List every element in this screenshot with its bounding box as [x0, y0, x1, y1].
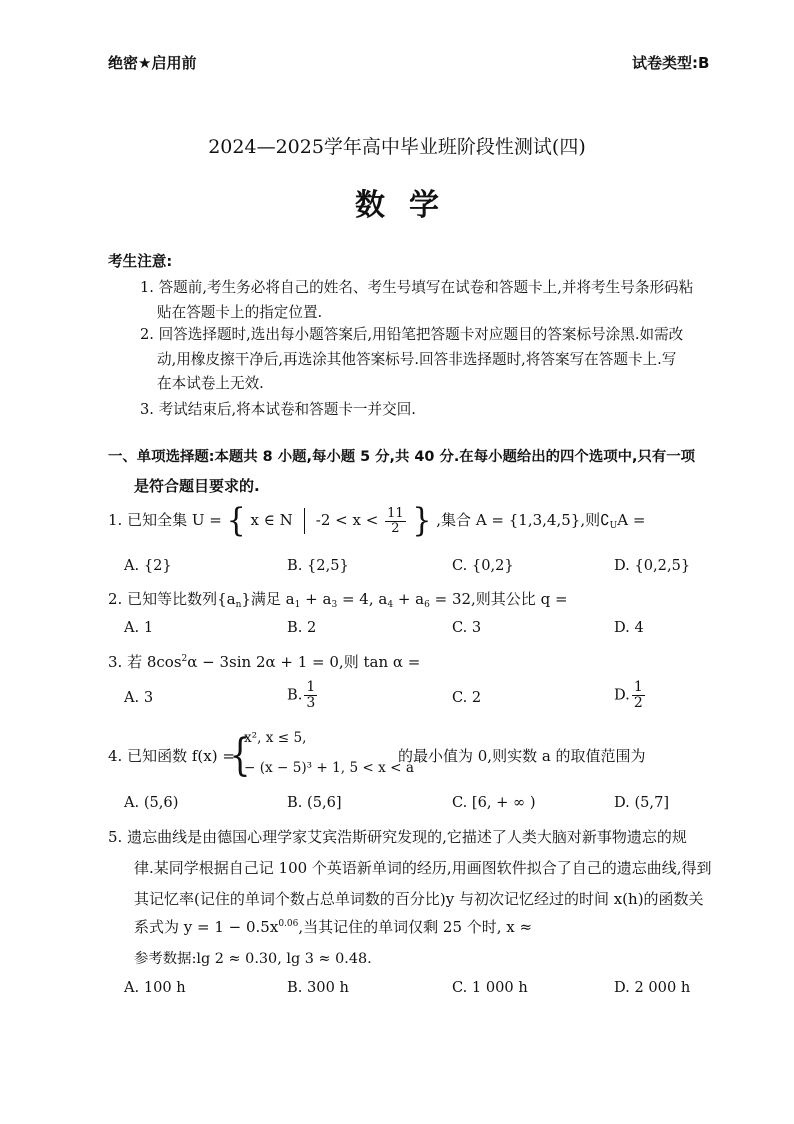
q3-d-num: 1 — [633, 679, 643, 695]
q5-option-a: A. 100 h — [124, 979, 186, 996]
q1-lead: 1. 已知全集 U = — [108, 511, 222, 529]
q4-tail: 的最小值为 0,则实数 a 的取值范围为 — [398, 747, 646, 765]
q4-option-c: C. [6, + ∞ ) — [452, 794, 536, 811]
q1-set-condition: -2 < x < — [315, 511, 379, 529]
q2-part-a: 2. 已知等比数列{a — [108, 590, 236, 608]
q2-part-b: }满足 a — [241, 590, 295, 608]
q3-b-num: 1 — [306, 679, 316, 695]
q2-option-c: C. 3 — [452, 619, 482, 636]
q3-option-d-frac — [632, 680, 645, 710]
notice-line-5: 在本试卷上无效. — [157, 375, 264, 392]
q5-reference: 参考数据:lg 2 ≈ 0.30, lg 3 ≈ 0.48. — [134, 951, 372, 967]
q5-line-3: 其记忆率(记住的单词个数占总单词数的百分比)y 与初次记忆经过的时间 x(h)的函数关 — [134, 890, 704, 908]
q3-part-a: 3. 若 8cos — [108, 653, 182, 671]
q5-option-b: B. 300 h — [287, 979, 349, 996]
q1-option-c: C. {0,2} — [452, 557, 514, 574]
q5-line-4 — [134, 916, 532, 937]
q4-piece-2: − (x − 5)³ + 1, 5 < x < a — [244, 760, 414, 776]
q3-option-d — [614, 680, 647, 710]
q1-frac-num: 11 — [387, 505, 404, 521]
notice-line-4: 动,用橡皮擦干净后,再选涂其他答案标号.回答非选择题时,将答案写在答题卡上.写 — [157, 351, 677, 368]
subject-title: 数学 — [355, 188, 463, 223]
q5-formula-sup: 0.06 — [278, 919, 299, 929]
q1-option-b: B. {2,5} — [287, 557, 349, 574]
q1-set-element: x ∈ N — [250, 511, 293, 529]
q4-piecewise-brace: { — [229, 730, 251, 781]
q3-option-c: C. 2 — [452, 689, 482, 706]
q4-option-b: B. (5,6] — [287, 794, 342, 811]
q1-open-brace: { — [226, 501, 246, 540]
q1-option-d: D. {0,2,5} — [614, 557, 691, 574]
notice-line-1: 1. 答题前,考生务必将自己的姓名、考生号填写在试卷和答题卡上,并将考生号条形码粘 — [140, 279, 694, 296]
section-heading-line-1: 一、单项选择题:本题共 8 小题,每小题 5 分,共 40 分.在每小题给出的四个选项中,只有一项 — [108, 449, 696, 465]
question-3 — [108, 651, 420, 672]
q5-option-c: C. 1 000 h — [452, 979, 528, 996]
q2-part-e: + a — [393, 590, 425, 608]
q2-part-c: + a — [300, 590, 332, 608]
q4-piece-1: x², x ≤ 5, — [244, 730, 307, 746]
q3-option-a: A. 3 — [124, 689, 154, 706]
q2-sub-4: 4 — [387, 600, 394, 610]
section-heading-line-2: 是符合题目要求的. — [134, 477, 260, 495]
q3-option-b-frac — [304, 680, 317, 710]
q2-option-d: D. 4 — [614, 619, 644, 636]
q3-option-d-prefix: D. — [614, 686, 630, 704]
question-2 — [108, 588, 568, 609]
q3-d-den: 2 — [633, 694, 643, 711]
question-1 — [108, 501, 646, 540]
q1-set-bar — [304, 508, 306, 534]
notice-line-6: 3. 考试结束后,将本试卷和答题卡一并交回. — [140, 401, 416, 418]
q4-lead: 4. 已知函数 f(x) = — [108, 747, 235, 765]
q5-formula-a: 系式为 y = 1 − 0.5x — [134, 918, 279, 936]
q1-sub: U — [609, 521, 618, 531]
q2-sub-n: n — [235, 600, 242, 610]
notice-line-2: 贴在答题卡上的指定位置. — [157, 304, 323, 321]
q5-line-1: 5. 遗忘曲线是由德国心理学家艾宾浩斯研究发现的,它描述了人类大脑对新事物遗忘的规 — [108, 828, 687, 846]
q1-option-a: A. {2} — [124, 557, 172, 574]
q4-option-d: D. (5,7] — [614, 794, 670, 811]
q5-option-d: D. 2 000 h — [614, 979, 691, 996]
notice-line-3: 2. 回答选择题时,选出每小题答案后,用铅笔把答题卡对应题目的答案标号涂黑.如需改 — [140, 326, 684, 343]
notice-heading: 考生注意: — [108, 253, 173, 270]
q5-formula-b: ,当其记住的单词仅剩 25 个时, x ≈ — [298, 918, 533, 936]
q5-line-2: 律.某同学根据自己记 100 个英语新单词的经历,用画图软件拟合了自己的遗忘曲线,得到 — [134, 859, 712, 877]
q3-part-b: α − 3sin 2α + 1 = 0,则 tan α = — [187, 653, 421, 671]
q3-b-den: 3 — [306, 694, 316, 711]
q1-close-brace: } — [412, 501, 432, 540]
exam-title: 2024—2025学年高中毕业班阶段性测试(四) — [208, 136, 586, 158]
q2-sub-1: 1 — [294, 600, 301, 610]
q3-option-b — [287, 680, 319, 710]
paper-type-label: 试卷类型:B — [632, 54, 710, 72]
q2-sub-6: 6 — [424, 600, 430, 610]
q2-part-f: = 32,则其公比 q = — [429, 590, 568, 608]
q1-fraction — [385, 507, 406, 535]
confidential-label: 绝密★启用前 — [108, 54, 197, 72]
q4-option-a: A. (5,6) — [124, 794, 179, 811]
q2-option-a: A. 1 — [124, 619, 154, 636]
q3-sup: 2 — [181, 654, 188, 664]
q2-option-b: B. 2 — [287, 619, 317, 636]
q1-tail: ,集合 A = {1,3,4,5},则∁ — [436, 511, 610, 529]
q1-tail2: A = — [617, 511, 646, 529]
q2-sub-3: 3 — [331, 600, 338, 610]
q1-frac-den: 2 — [391, 520, 400, 536]
q3-option-b-prefix: B. — [287, 686, 303, 704]
q2-part-d: = 4, a — [337, 590, 388, 608]
